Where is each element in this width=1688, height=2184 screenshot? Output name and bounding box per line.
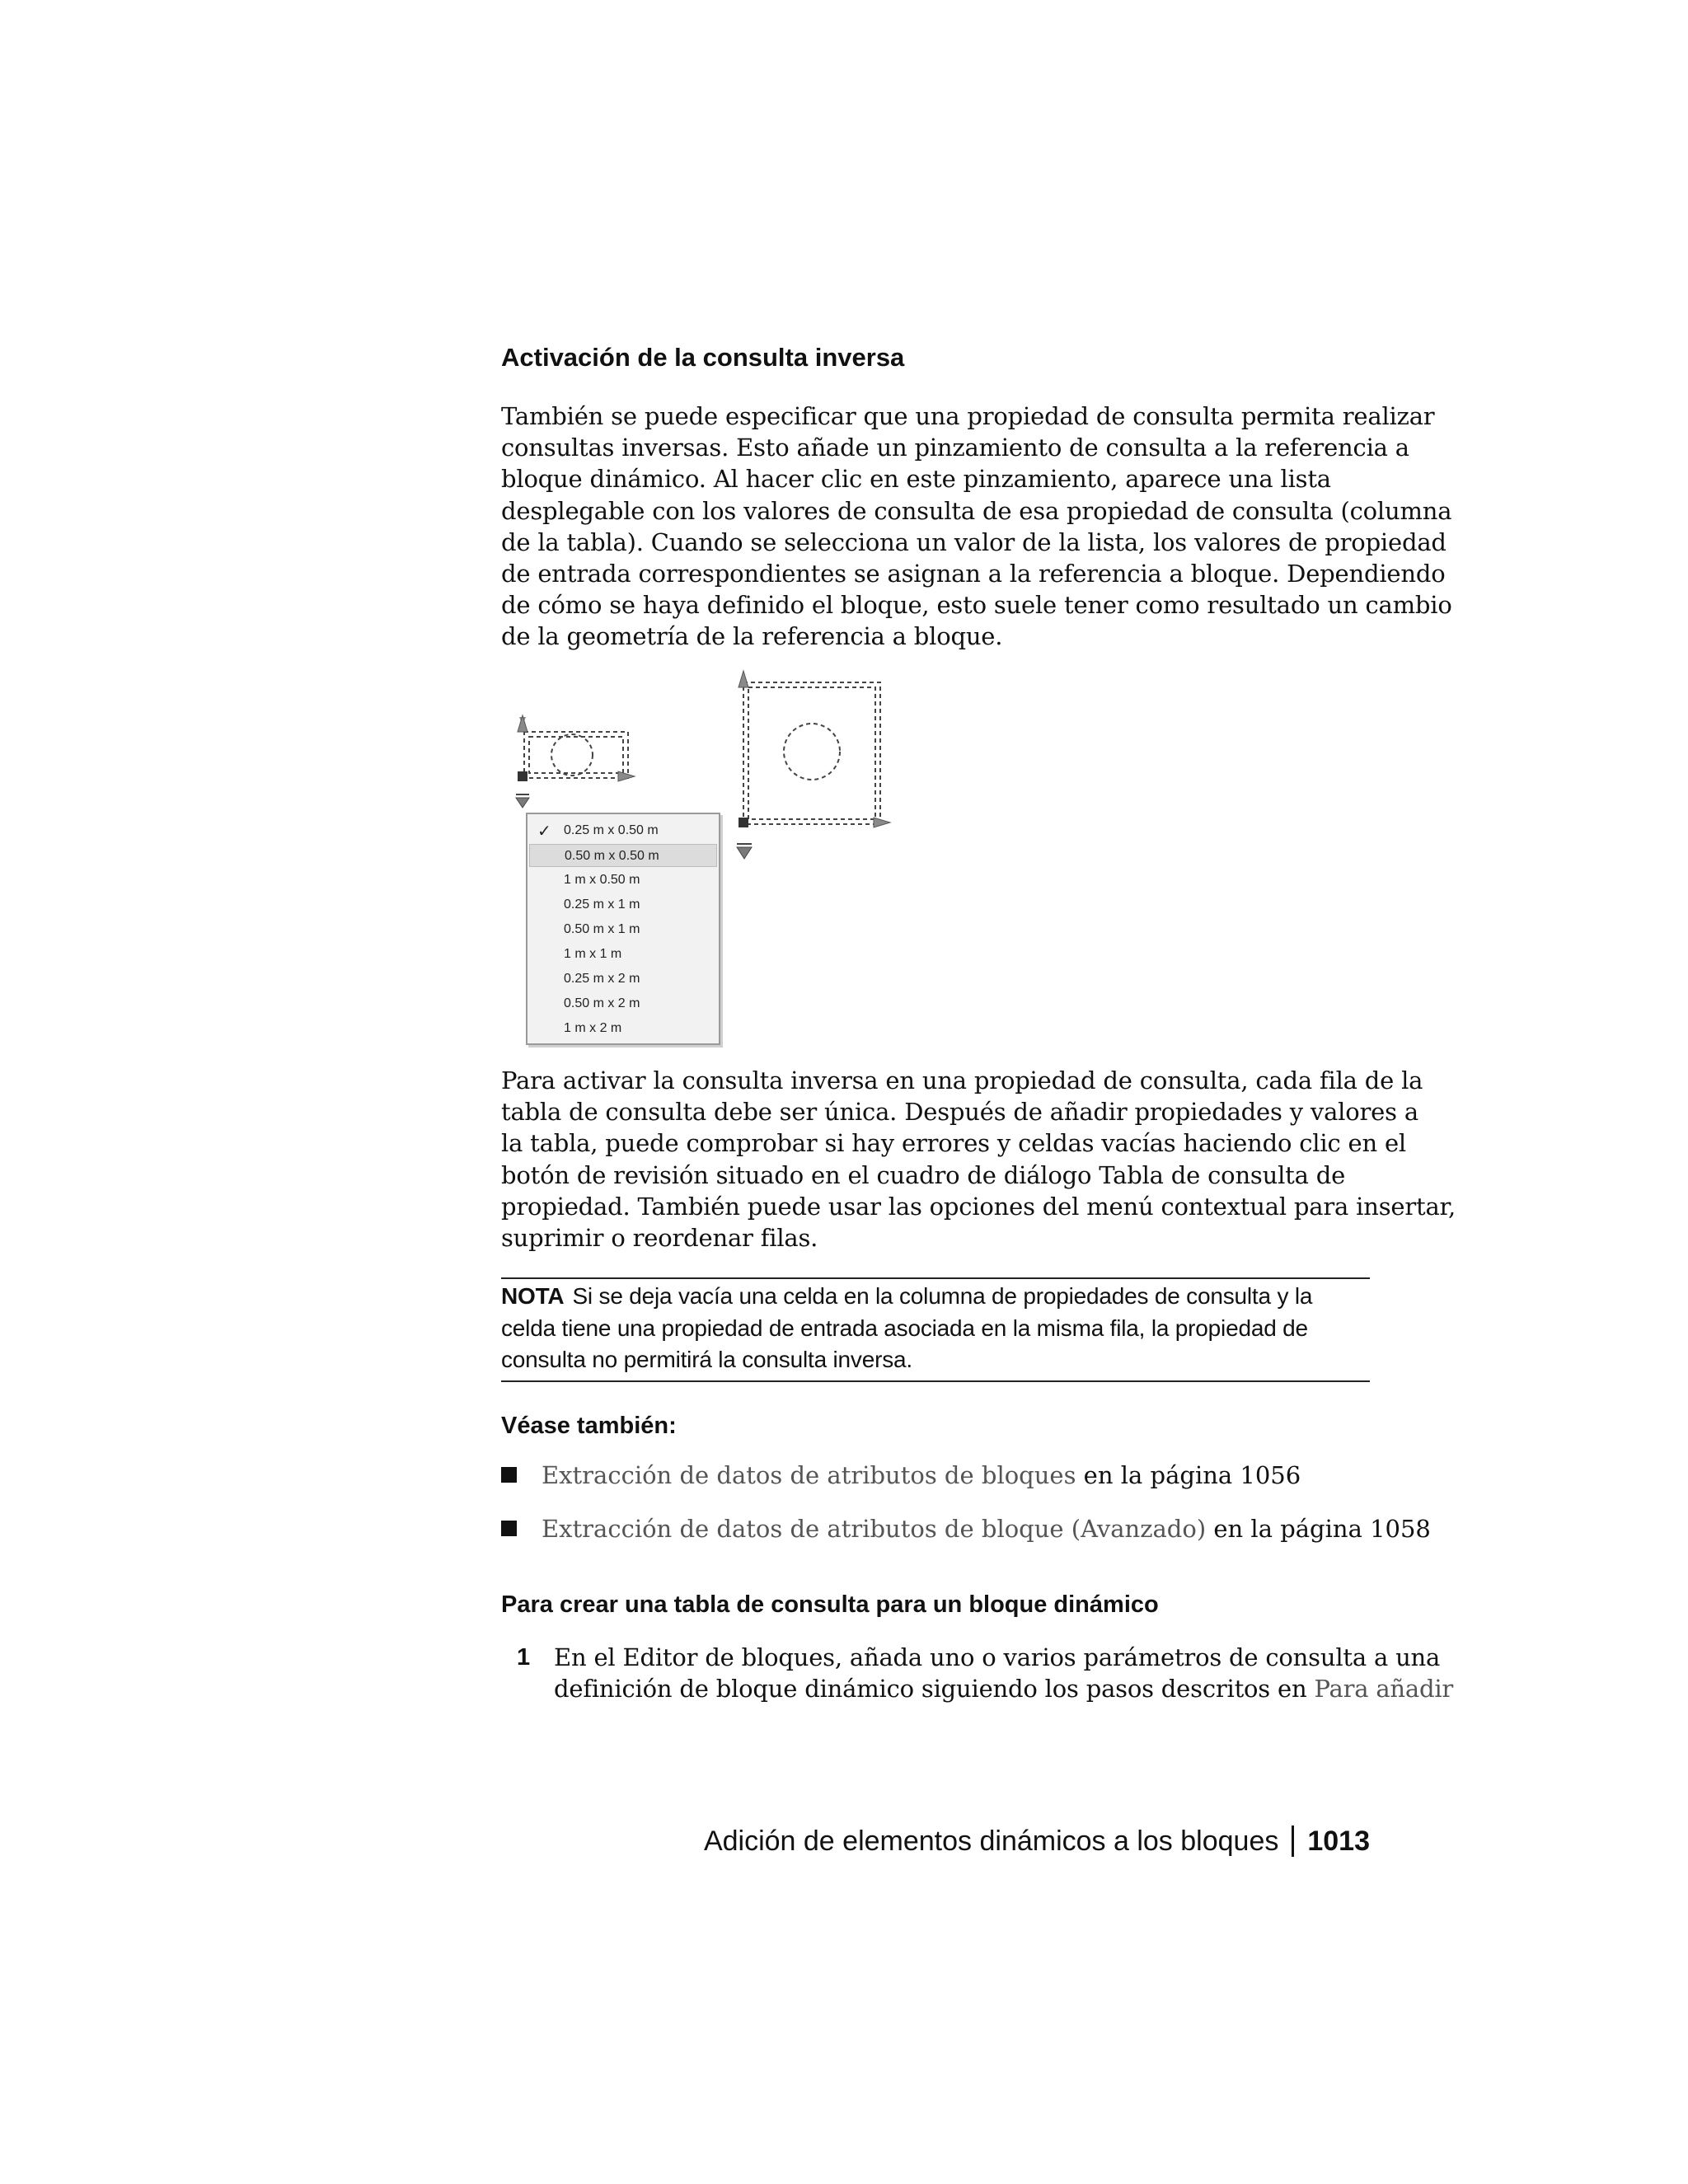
reverse-lookup-paragraph bbox=[501, 1065, 1456, 1254]
see-also-link[interactable]: Extracción de datos de atributos de bloques bbox=[542, 1461, 1076, 1489]
note-block bbox=[501, 1281, 1312, 1376]
see-also-heading: Véase también: bbox=[501, 1413, 677, 1439]
menu-item[interactable]: 0.50 m x 2 m bbox=[564, 996, 640, 1010]
small-block-outline bbox=[524, 732, 628, 778]
chapter-title: Adición de elementos dinámicos a los bloques bbox=[703, 1825, 1279, 1857]
intro-line: desplegable con los valores de consulta de esa propiedad de consulta (columna bbox=[501, 496, 1452, 525]
intro-line: También se puede especificar que una propiedad de consulta permita realizar bbox=[501, 402, 1435, 430]
menu-item[interactable]: 0.25 m x 1 m bbox=[564, 898, 640, 912]
stretch-grip-right-icon bbox=[618, 771, 635, 781]
step-link[interactable]: Para añadir bbox=[1314, 1675, 1454, 1704]
see-also-item bbox=[501, 1459, 1301, 1492]
intro-line: de la tabla). Cuando se selecciona un valor de la lista, los valores de propiedad bbox=[501, 527, 1447, 556]
paragraph-line: botón de revisión situado en el cuadro de diálogo Tabla de consulta de bbox=[501, 1160, 1346, 1189]
lookup-grip-icon[interactable] bbox=[516, 798, 529, 808]
intro-line: consultas inversas. Esto añade un pinzamiento de consulta a la referencia a bbox=[501, 434, 1409, 462]
see-also-item bbox=[501, 1512, 1431, 1545]
menu-item[interactable]: 1 m x 0.50 m bbox=[564, 873, 640, 887]
procedure-heading: Para crear una tabla de consulta para un bloque dinámico bbox=[501, 1591, 1159, 1618]
page-reference: en la página 1056 bbox=[1076, 1461, 1301, 1489]
page-number: 1013 bbox=[1307, 1825, 1370, 1857]
menu-item[interactable]: 0.25 m x 2 m bbox=[564, 972, 640, 986]
stretch-grip-right-icon bbox=[874, 818, 890, 827]
paragraph-line: propiedad. También puede usar las opciones del menú contextual para insertar, bbox=[501, 1192, 1456, 1221]
note-divider-bottom bbox=[501, 1380, 1370, 1382]
intro-line: bloque dinámico. Al hacer clic en este pinzamiento, aparece una lista bbox=[501, 465, 1331, 494]
base-point-grip-icon bbox=[518, 771, 528, 781]
menu-item[interactable]: 1 m x 1 m bbox=[564, 947, 622, 961]
menu-item-hovered[interactable]: 0.50 m x 0.50 m bbox=[529, 844, 717, 867]
menu-item[interactable]: 0.25 m x 0.50 m bbox=[564, 823, 659, 837]
large-block-reference bbox=[737, 671, 890, 859]
step-number: 1 bbox=[517, 1644, 531, 1671]
paragraph-line: la tabla, puede comprobar si hay errores y celdas vacías haciendo clic en el bbox=[501, 1129, 1407, 1158]
see-also-link[interactable]: Extracción de datos de atributos de bloque (Avanzado) bbox=[542, 1515, 1207, 1543]
stretch-grip-up-icon bbox=[738, 671, 748, 687]
stretch-grip-up-icon bbox=[518, 715, 528, 732]
reverse-lookup-figure bbox=[501, 666, 913, 1053]
paragraph-line: tabla de consulta debe ser única. Después de añadir propiedades y valores a bbox=[501, 1098, 1418, 1127]
note-line: consulta no permitirá la consulta inversa. bbox=[501, 1347, 912, 1372]
menu-item[interactable]: 1 m x 2 m bbox=[564, 1021, 622, 1035]
small-block-inner-outline bbox=[529, 737, 623, 773]
note-divider-top bbox=[501, 1277, 1370, 1279]
procedure-step bbox=[554, 1642, 1453, 1704]
intro-line: de cómo se haya definido el bloque, esto suele tener como resultado un cambio bbox=[501, 591, 1452, 620]
small-block-reference bbox=[516, 715, 635, 808]
step-line: definición de bloque dinámico siguiendo los pasos descritos en bbox=[554, 1675, 1315, 1704]
bullet-icon bbox=[501, 1467, 517, 1483]
intro-line: de la geometría de la referencia a bloque. bbox=[501, 622, 1003, 651]
note-line: celda tiene una propiedad de entrada asociada en la misma fila, la propiedad de bbox=[501, 1315, 1308, 1341]
page-footer bbox=[704, 1823, 1370, 1859]
paragraph-line: suprimir o reordenar filas. bbox=[501, 1224, 818, 1253]
footer-separator bbox=[1292, 1825, 1294, 1857]
paragraph-line: Para activar la consulta inversa en una propiedad de consulta, cada fila de la bbox=[501, 1066, 1423, 1094]
large-block-circle bbox=[784, 724, 840, 780]
step-line: En el Editor de bloques, añada uno o varios parámetros de consulta a una bbox=[554, 1643, 1441, 1671]
large-block-inner-outline bbox=[748, 687, 875, 819]
page-reference: en la página 1058 bbox=[1206, 1515, 1431, 1543]
intro-paragraph bbox=[501, 401, 1452, 653]
base-point-grip-icon bbox=[738, 818, 748, 827]
section-heading: Activación de la consulta inversa bbox=[501, 343, 905, 372]
small-block-circle bbox=[551, 734, 593, 776]
note-label: NOTA bbox=[501, 1283, 565, 1309]
lookup-grip-icon[interactable] bbox=[737, 847, 752, 859]
intro-line: de entrada correspondientes se asignan a la referencia a bloque. Dependiendo bbox=[501, 560, 1446, 588]
lookup-dropdown-menu[interactable] bbox=[526, 813, 720, 1045]
note-line: Si se deja vacía una celda en la columna de propiedades de consulta y la bbox=[572, 1283, 1313, 1309]
check-icon: ✓ bbox=[537, 821, 551, 841]
bullet-icon bbox=[501, 1521, 517, 1536]
menu-item[interactable]: 0.50 m x 1 m bbox=[564, 922, 640, 936]
large-block-outline bbox=[743, 682, 880, 824]
